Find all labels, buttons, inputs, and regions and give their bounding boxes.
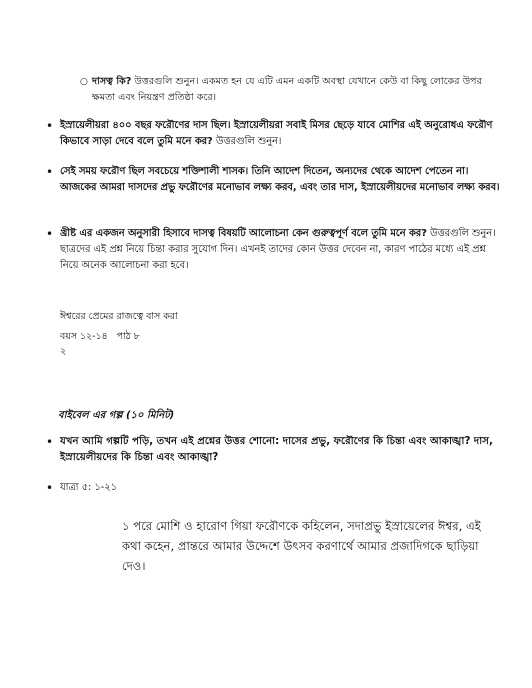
- scripture-reference: যাত্রা ৫: ১-২১: [60, 482, 118, 493]
- age-lesson-info: বয়স ১২-১৪ পাঠ ৮: [60, 331, 140, 342]
- story-heading: বাইবেল এর গল্প (১০ মিনিট): [58, 410, 175, 421]
- sub-item-text: উত্তরগুলি শুনুন। একমত হন যে এটি এমন একটি অবস্থা যেখানে কেউ বা কিছু লোকের উপর ক্ষমতা এবং নিয়ন্ত্রণ প্রতিষ্ঠা করে।: [92, 76, 482, 103]
- bullet-dot-icon: •: [46, 165, 54, 179]
- list-item-bold: যখন আমি গল্পটি পড়ি, তখন এই প্রশ্নের উত্তর শোনো: দাসের প্রভু, ফরৌণের কি চিন্তা এবং আকাঙ্খা? দাস, ইস্রায়েলীয়দের কি চিন্তা এবং আকাঙ্খা?: [60, 436, 493, 463]
- sub-item-question: দাসত্ব কি?: [92, 76, 132, 87]
- list-item-text: উত্তরগুলি শুনুন।: [212, 136, 282, 147]
- hollow-circle-bullet-icon: ○: [80, 77, 88, 87]
- bullet-dot-icon: •: [46, 435, 54, 449]
- page-number: ২: [60, 346, 67, 357]
- sub-item-slavery-question: [80, 74, 492, 106]
- list-item: [46, 226, 500, 274]
- lesson-title: ঈশ্বরের প্রেমের রাজত্বে বাস করা: [60, 311, 178, 322]
- list-item-bold: সেই সময় ফরৌণ ছিল সবচেয়ে শক্তিশালী শাসক। তিনি আদেশ দিতেন, অন্যদের থেকে আদেশ পেতেন না। আজকের আমরা দাসদের প্রভু ফরৌণের মনোভাব লক্ষ্য করব, এবং তার দাস, ইস্রায়েলীয়দের মনোভাব লক্ষ্য করব।: [60, 166, 500, 193]
- bullet-dot-icon: •: [46, 227, 54, 241]
- list-item-bold: খ্রীষ্ট এর একজন অনুসারী হিসাবে দাসত্ব বিষয়টি আলোচনা কেন গুরুত্বপূর্ণ বলে তুমি মনে কর?: [60, 228, 427, 239]
- list-item: [46, 434, 500, 466]
- list-item-text: উত্তরগুলি শুনুন। ছাত্রদের এই প্রশ্ন নিয়ে চিন্তা করার সুযোগ দিন। এখনই তাদের কোন উত্তর দেবেন না, কারণ পাঠের মধ্যে এই প্রশ্ন নিয়ে অনেক আলোচনা করা হবে।: [60, 228, 496, 271]
- list-item: [46, 118, 500, 150]
- bullet-dot-icon: •: [46, 119, 54, 133]
- bullet-dot-icon: •: [46, 481, 54, 495]
- scripture-quote: ১ পরে মোশি ও হারোণ গিয়া ফরৌণকে কহিলেন, সদাপ্রভু ইস্রায়েলের ঈশ্বর, এই কথা কহেন, প্রান্তরে আমার উদ্দেশে উৎসব করণার্থে আমার প্রজাদিগকে ছাড়িয়া দেও।: [122, 519, 481, 573]
- list-item: [46, 480, 500, 496]
- list-item-bold: ইস্রায়েলীয়রা ৪০০ বছর ফরৌণের দাস ছিল। ইস্রায়েলীয়রা সবাই মিসর ছেড়ে যাবে মোশির এই অনুরোধএ ফরৌণ কিভাবে সাড়া দেবে বলে তুমি মনে কর?: [60, 120, 493, 147]
- list-item: [46, 164, 500, 196]
